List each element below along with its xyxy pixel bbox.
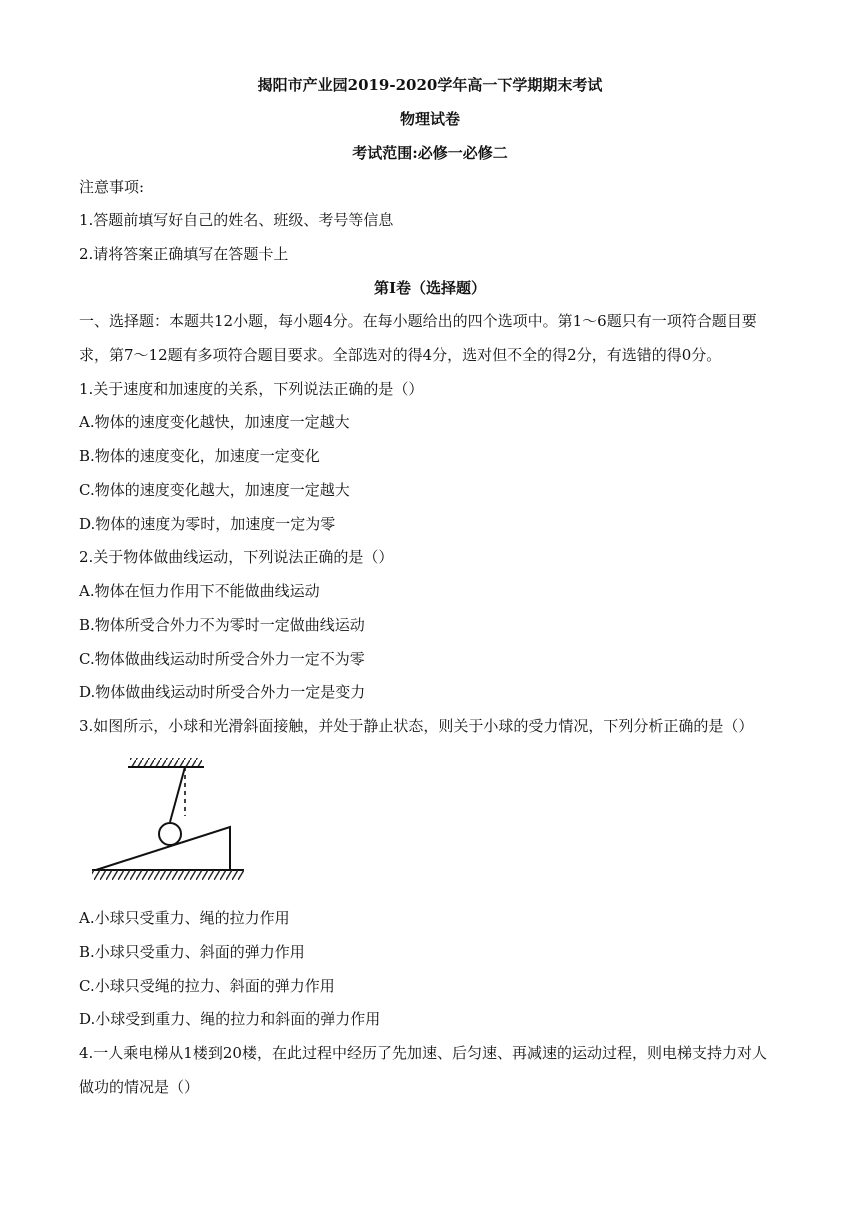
q1-stem: 1.关于速度和加速度的关系，下列说法正确的是（） (79, 380, 424, 398)
q1-option-b: B.物体的速度变化，加速度一定变化 (79, 447, 320, 465)
notes-item-1: 1.答题前填写好自己的姓名、班级、考号等信息 (79, 211, 394, 229)
q4-stem-line-2: 做功的情况是（） (79, 1078, 200, 1096)
ball (159, 823, 181, 845)
q2-option-a: A.物体在恒力作用下不能做曲线运动 (79, 582, 320, 600)
q3-option-a: A.小球只受重力、绳的拉力作用 (79, 909, 290, 927)
q1-option-d: D.物体的速度为零时，加速度一定为零 (79, 515, 336, 533)
q3-option-c: C.小球只受绳的拉力、斜面的弹力作用 (79, 977, 335, 995)
notes-item-2: 2.请将答案正确填写在答题卡上 (79, 245, 289, 263)
ceiling-hatch (130, 758, 202, 767)
ground-hatch (92, 870, 244, 880)
rope (170, 767, 185, 822)
q4-stem-line-1: 4.一人乘电梯从1楼到20楼，在此过程中经历了先加速、后匀速、再减速的运动过程，则电梯支持力对人 (79, 1044, 767, 1062)
q2-option-d: D.物体做曲线运动时所受合外力一定是变力 (79, 683, 366, 701)
q3-option-b: B.小球只受重力、斜面的弹力作用 (79, 943, 305, 961)
exam-scope: 考试范围:必修一必修二 (352, 144, 508, 162)
section-intro-line-1: 一、选择题：本题共12小题，每小题4分。在每小题给出的四个选项中。第1～6题只有一项符合题目要 (79, 312, 757, 330)
exam-subject: 物理试卷 (399, 110, 460, 128)
q2-option-b: B.物体所受合外力不为零时一定做曲线运动 (79, 616, 365, 634)
section-intro-line-2: 求，第7～12题有多项符合题目要求。全部选对的得4分，选对但不全的得2分，有选错的得0分。 (79, 346, 722, 364)
q3-option-d: D.小球受到重力、绳的拉力和斜面的弹力作用 (79, 1010, 381, 1028)
q3-stem: 3.如图所示，小球和光滑斜面接触，并处于静止状态，则关于小球的受力情况，下列分析正确的是（） (79, 717, 754, 735)
q1-option-c: C.物体的速度变化越大，加速度一定越大 (79, 481, 350, 499)
q3-ball-incline-figure (88, 750, 248, 885)
q2-option-c: C.物体做曲线运动时所受合外力一定不为零 (79, 650, 365, 668)
q2-stem: 2.关于物体做曲线运动，下列说法正确的是（） (79, 548, 394, 566)
exam-title: 揭阳市产业园2019-2020学年高一下学期期末考试 (257, 76, 603, 94)
q1-option-a: A.物体的速度变化越快，加速度一定越大 (79, 413, 350, 431)
section-title: 第I卷（选择题） (373, 279, 487, 297)
notes-heading: 注意事项: (79, 178, 145, 196)
